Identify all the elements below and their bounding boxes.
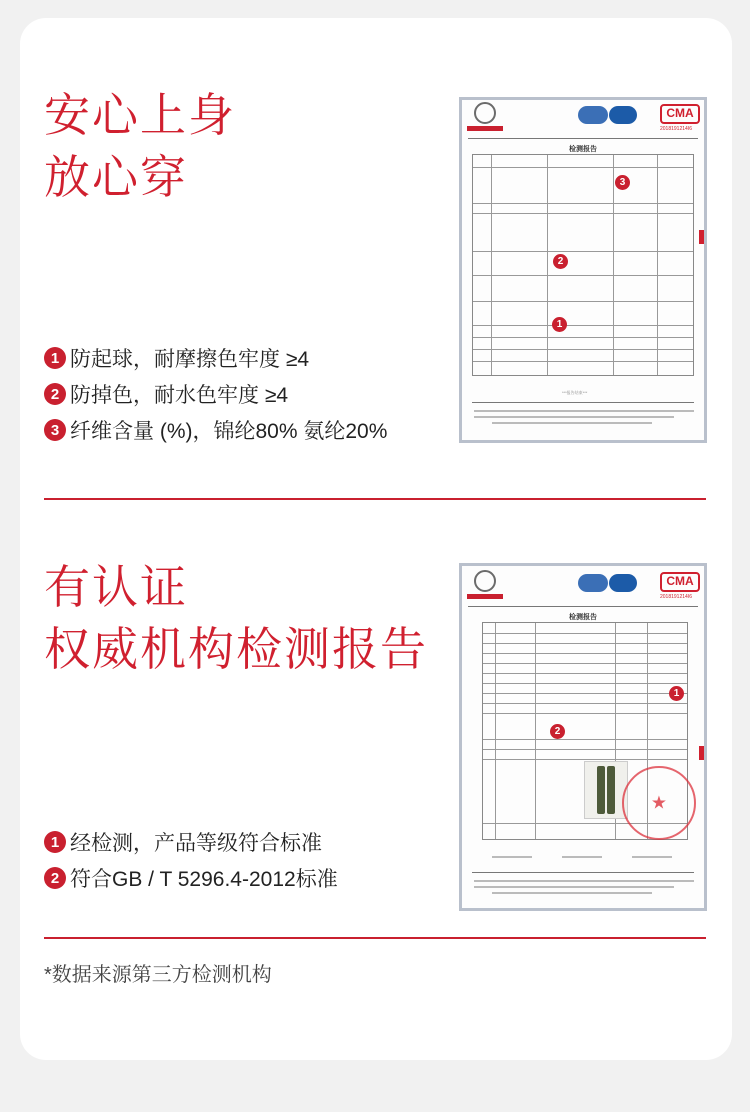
feature-item <box>44 376 464 412</box>
logo-strip <box>467 594 503 599</box>
number-badge: 1 <box>44 347 66 369</box>
feature-item <box>44 412 464 448</box>
logo-strip <box>467 126 503 131</box>
cnas-icon <box>609 574 637 592</box>
cnas-icon <box>609 106 637 124</box>
feature-text: 经检测，产品等级符合标准 <box>70 832 322 855</box>
report-title: 检测报告 <box>569 614 597 621</box>
section1-title-line1: 安心上身 <box>44 89 236 141</box>
header-rule <box>468 138 698 139</box>
side-tab-mark <box>699 746 705 760</box>
ilac-mra-icon <box>578 106 608 124</box>
feature-text: 符合GB / T 5296.4-2012标准 <box>70 868 338 891</box>
bureau-veritas-logo-icon <box>474 102 496 124</box>
feature-text: 防掉色，耐水色牢度 ≥4 <box>70 384 289 407</box>
cma-code: 2018191214I6 <box>660 126 692 132</box>
report-marker-3: 3 <box>615 175 630 190</box>
feature-item <box>44 340 464 376</box>
feature-item <box>44 860 464 896</box>
report-marker-1: 1 <box>669 686 684 701</box>
content-card <box>20 18 732 1060</box>
section2-title-line2: 权威机构检测报告 <box>44 623 428 675</box>
test-report-image-2 <box>459 563 707 911</box>
official-seal: ★ <box>622 766 696 840</box>
section-divider <box>44 498 706 500</box>
report-marker-1: 1 <box>552 317 567 332</box>
section1-title-line2: 放心穿 <box>44 151 188 203</box>
number-badge: 3 <box>44 419 66 441</box>
bureau-veritas-logo-icon <box>474 570 496 592</box>
cma-mark: CMA <box>660 104 700 124</box>
footer-rule <box>472 402 694 403</box>
test-report-image-1 <box>459 97 707 443</box>
product-photo <box>584 761 628 819</box>
report-marker-2: 2 <box>550 724 565 739</box>
footer-rule <box>472 872 694 873</box>
report-end-text: ***报告结束*** <box>562 390 588 395</box>
section2-title-line1: 有认证 <box>44 561 188 613</box>
side-tab-mark <box>699 230 705 244</box>
section2-title <box>44 556 428 680</box>
data-source-note: *数据来源第三方检测机构 <box>44 964 272 986</box>
feature-text: 防起球，耐摩擦色牢度 ≥4 <box>70 348 310 371</box>
number-badge: 1 <box>44 831 66 853</box>
report-title: 检测报告 <box>569 146 597 153</box>
section1-feature-list <box>44 340 464 448</box>
results-table <box>472 154 694 376</box>
section2-feature-list <box>44 824 464 896</box>
feature-item <box>44 824 464 860</box>
section-divider <box>44 937 706 939</box>
number-badge: 2 <box>44 383 66 405</box>
feature-text: 纤维含量 (%)，锦纶80% 氨纶20% <box>70 420 388 443</box>
number-badge: 2 <box>44 867 66 889</box>
cma-code: 2018191214I6 <box>660 594 692 600</box>
header-rule <box>468 606 698 607</box>
ilac-mra-icon <box>578 574 608 592</box>
section1-title <box>44 84 236 208</box>
report-marker-2: 2 <box>553 254 568 269</box>
cma-mark: CMA <box>660 572 700 592</box>
